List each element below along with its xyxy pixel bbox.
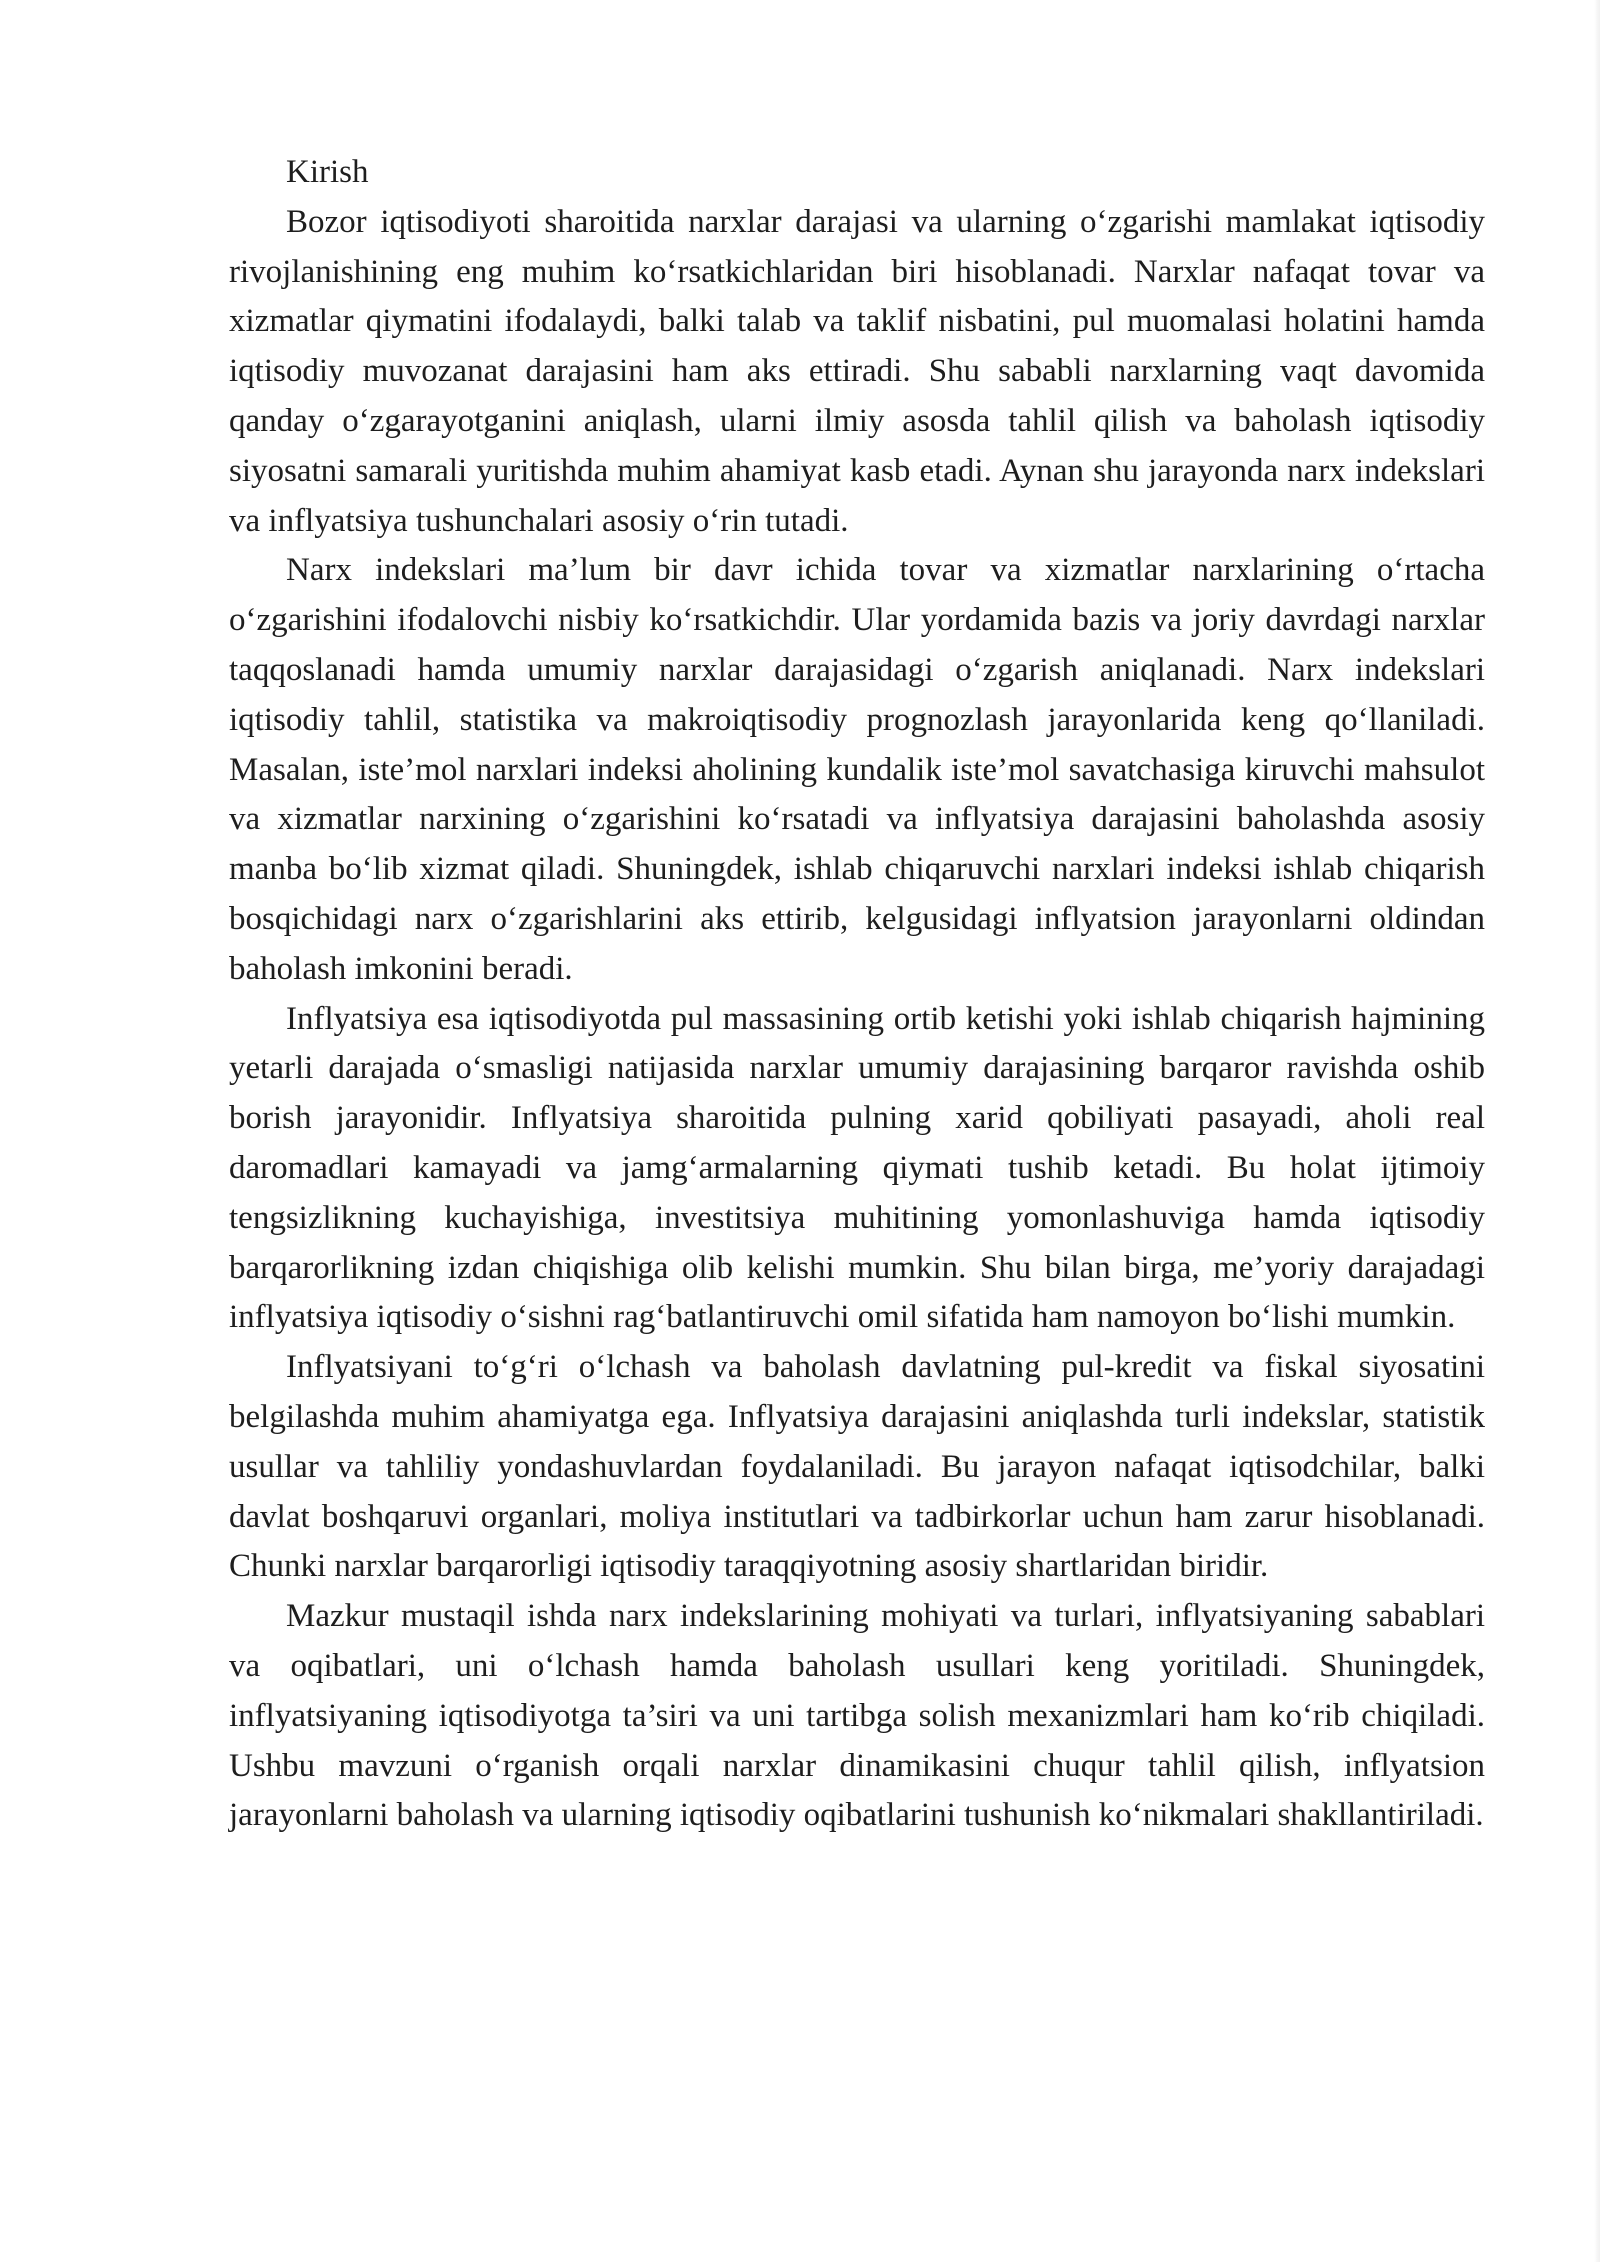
paragraph-intro: Bozor iqtisodiyoti sharoitida narxlar darajasi va ularning o‘zgarishi mamlakat iqtisodiy rivojlanishining eng muhim ko‘rsatkichlaridan biri hisoblanadi. Narxlar nafaqat tovar va xizmatlar qiymatini ifodalaydi, balki talab va taklif nisbatini, pul muomalasi holatini hamda iqtisodiy muvozanat darajasini ham aks ettiradi. Shu sababli narxlarning vaqt davomida qanday o‘zgarayotganini aniqlash, ularni ilmiy asosda tahlil qilish va baholash iqtisodiy siyosatni samarali yuritishda muhim ahamiyat kasb etadi. Aynan shu jarayonda narx indekslari va inflyatsiya tushunchalari asosiy o‘rin tutadi. [229,203,1485,539]
paragraph-price-indices: Narx indekslari ma’lum bir davr ichida tovar va xizmatlar narxlarining o‘rtacha o‘zgarishini ifodalovchi nisbiy ko‘rsatkichdir. Ular yordamida bazis va joriy davrdagi narxlar taqqoslanadi hamda umumiy narxlar darajasidagi o‘zgarish aniqlanadi. Narx indekslari iqtisodiy tahlil, statistika va makroiqtisodiy prognozlash jarayonlarida keng qo‘llaniladi. Masalan, iste’mol narxlari indeksi aholining kundalik iste’mol savatchasiga kiruvchi mahsulot va xizmatlar narxining o‘zgarishini ko‘rsatadi va inflyatsiya darajasini baholashda asosiy manba bo‘lib xizmat qiladi. Shuningdek, ishlab chiqaruvchi narxlari indeksi ishlab chiqarish bosqichidagi narx o‘zgarishlarini aks ettirib, kelgusidagi inflyatsion jarayonlarni oldindan baholash imkonini beradi. [229,552,1485,987]
section-heading: Kirish [286,154,369,190]
paragraph-measurement: Inflyatsiyani to‘g‘ri o‘lchash va baholash davlatning pul-kredit va fiskal siyosatini belgilashda muhim ahamiyatga ega. Inflyatsiya darajasini aniqlashda turli indekslar, statistik usullar va tahliliy yondashuvlardan foydalaniladi. Bu jarayon nafaqat iqtisodchilar, balki davlat boshqaruvi organlari, moliya institutlari va tadbirkorlar uchun ham zarur hisoblanadi. Chunki narxlar barqarorligi iqtisodiy taraqqiyotning asosiy shartlaridan biridir. [229,1349,1485,1585]
document-body [229,148,1485,1841]
page-edge-shadow [1594,0,1600,2262]
paragraph-inflation: Inflyatsiya esa iqtisodiyotda pul massasining ortib ketishi yoki ishlab chiqarish hajmining yetarli darajada o‘smasligi natijasida narxlar umumiy darajasining barqaror ravishda oshib borish jarayonidir. Inflyatsiya sharoitida pulning xarid qobiliyati pasayadi, aholi real daromadlari kamayadi va jamg‘armalarning qiymati tushib ketadi. Bu holat ijtimoiy tengsizlikning kuchayishiga, investitsiya muhitining yomonlashuviga hamda iqtisodiy barqarorlikning izdan chiqishiga olib kelishi mumkin. Shu bilan birga, me’yoriy darajadagi inflyatsiya iqtisodiy o‘sishni rag‘batlantiruvchi omil sifatida ham namoyon bo‘lishi mumkin. [229,1000,1485,1336]
paragraph-scope: Mazkur mustaqil ishda narx indekslarining mohiyati va turlari, inflyatsiyaning sabablari va oqibatlari, uni o‘lchash hamda baholash usullari keng yoritiladi. Shuningdek, inflyatsiyaning iqtisodiyotga ta’siri va uni tartibga solish mexanizmlari ham ko‘rib chiqiladi. Ushbu mavzuni o‘rganish orqali narxlar dinamikasini chuqur tahlil qilish, inflyatsion jarayonlarni baholash va ularning iqtisodiy oqibatlarini tushunish ko‘nikmalari shakllantiriladi. [229,1598,1485,1834]
